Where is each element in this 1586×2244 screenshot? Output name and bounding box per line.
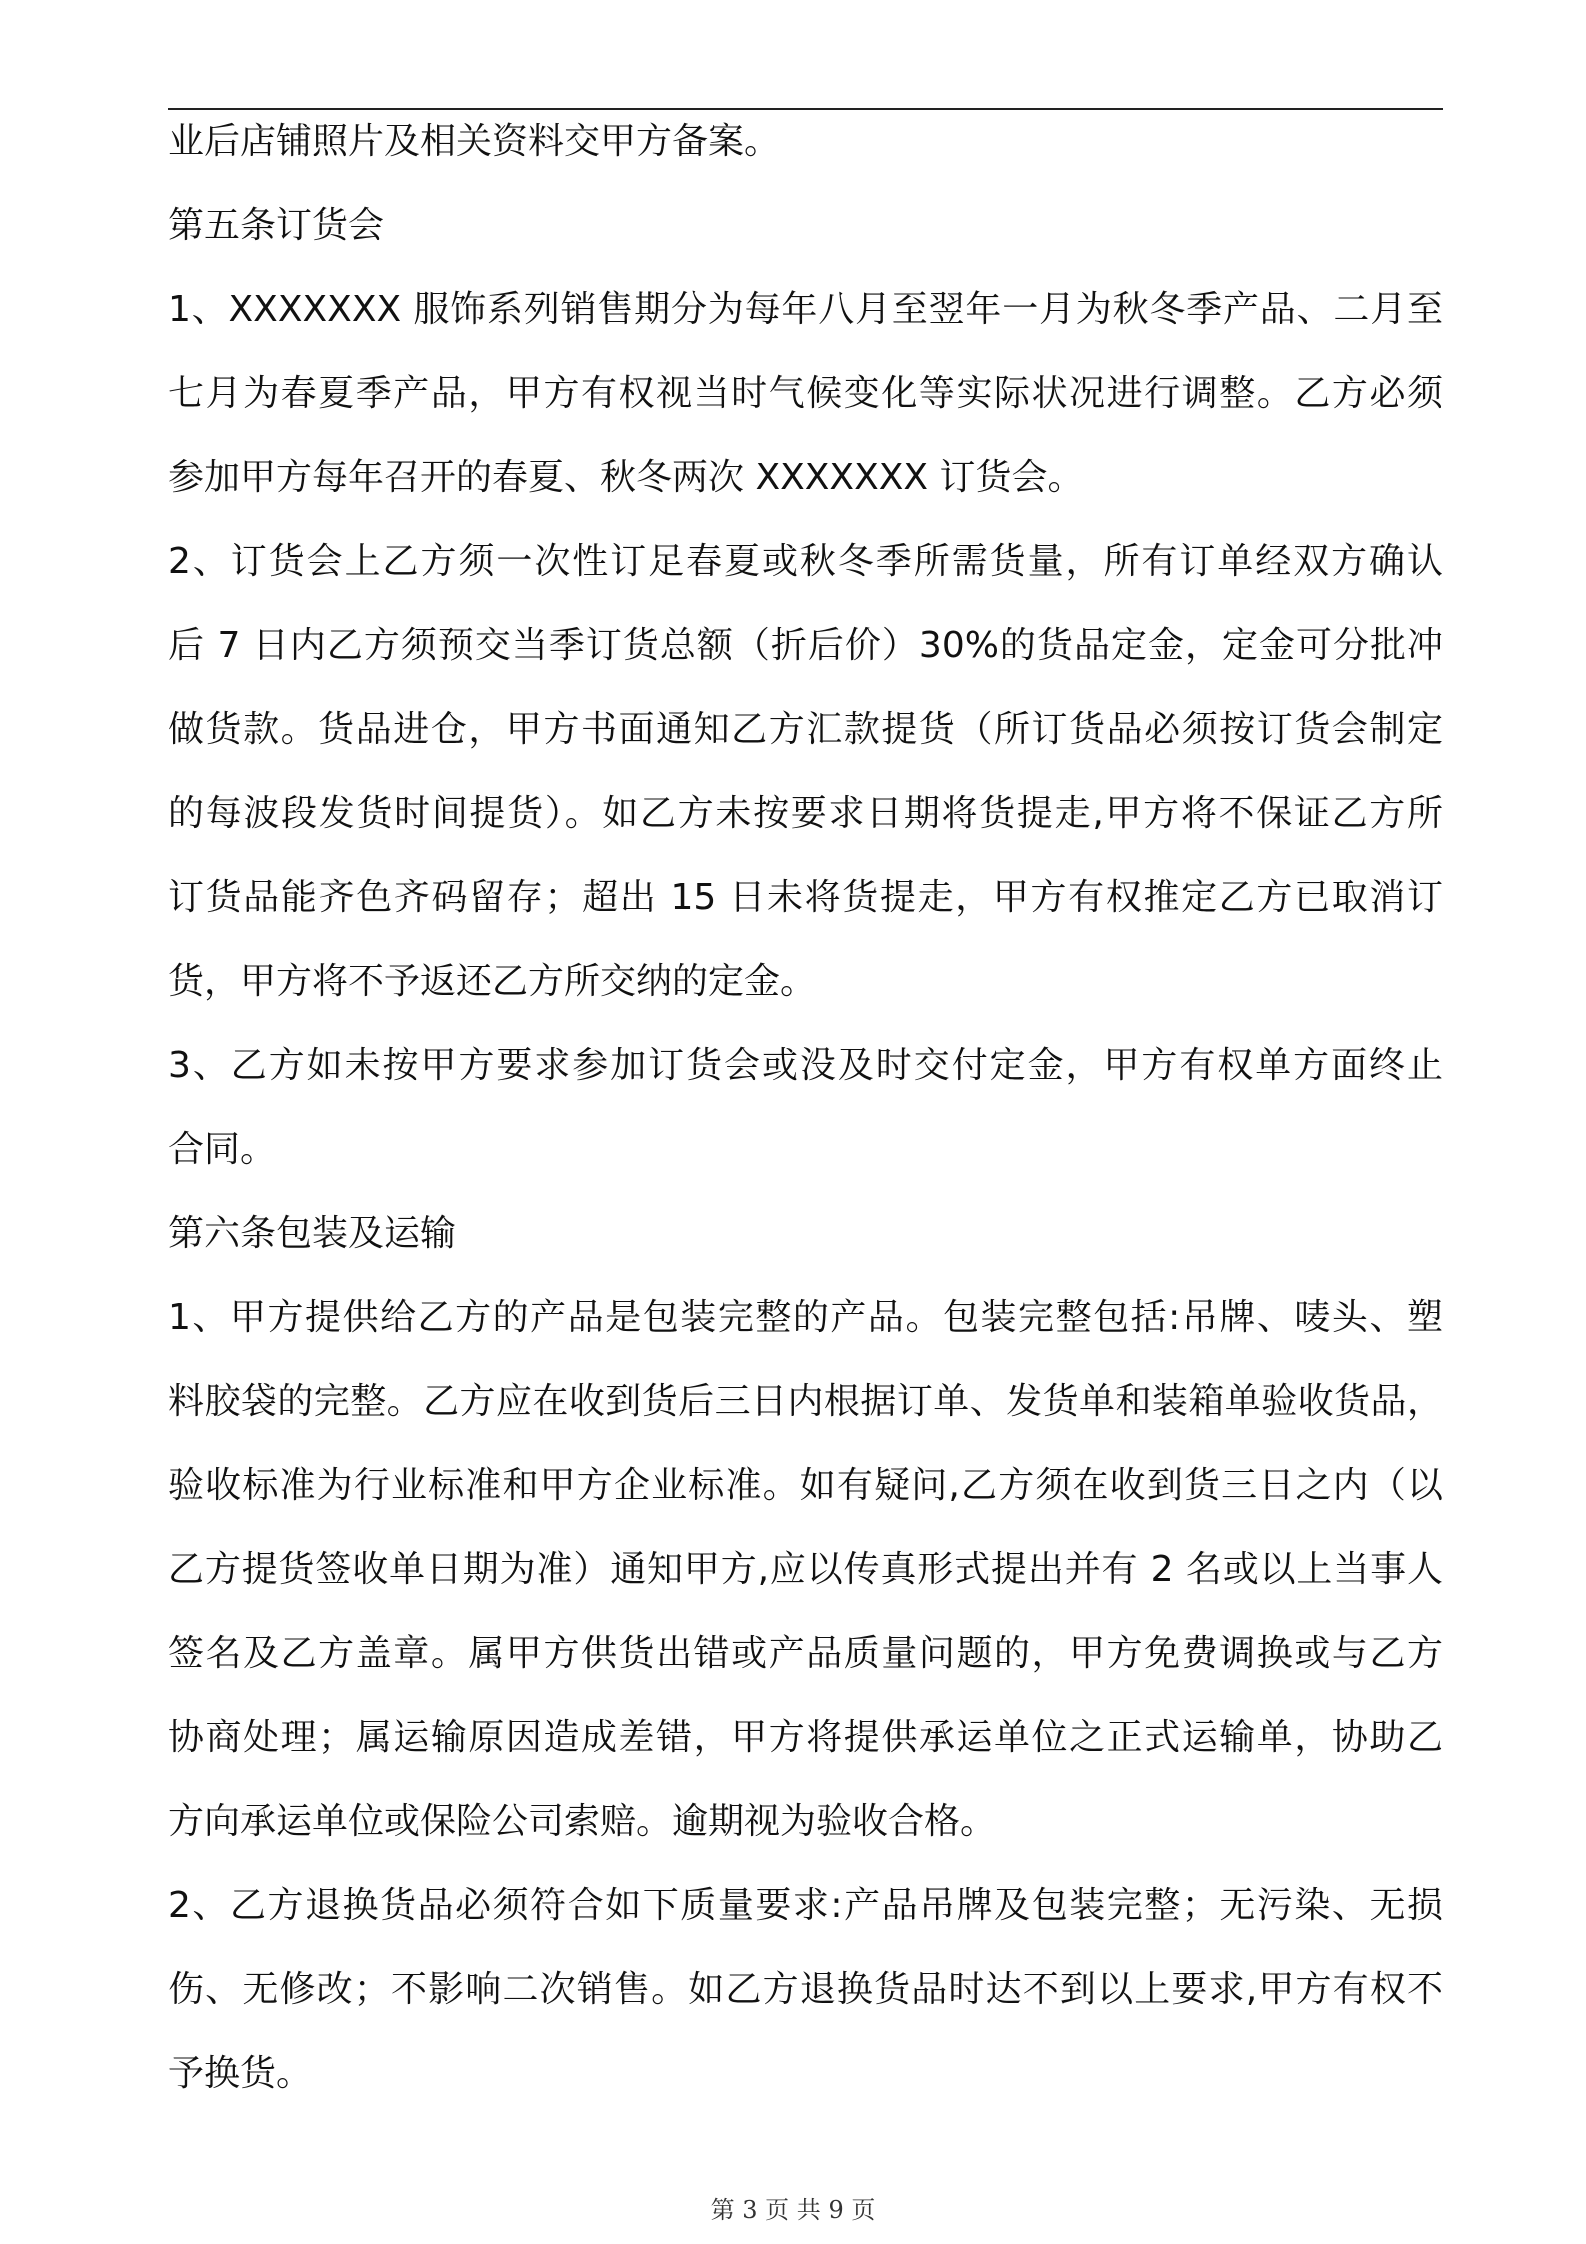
section-heading: 第五条订货会	[168, 205, 385, 246]
text-line: 协商处理；属运输原因造成差错，甲方将提供承运单位之正式运输单，协助乙	[168, 1717, 1443, 1758]
text-line: 签名及乙方盖章。属甲方供货出错或产品质量问题的，甲方免费调换或与乙方	[168, 1633, 1443, 1674]
text-line: 1、甲方提供给乙方的产品是包装完整的产品。包装完整包括:吊牌、唛头、塑	[168, 1297, 1443, 1338]
text-line: 验收标准为行业标准和甲方企业标准。如有疑问,乙方须在收到货三日之内（以	[168, 1465, 1443, 1506]
page-number-footer: 第 3 页 共 9 页	[710, 2196, 876, 2224]
text-line: 做货款。货品进仓，甲方书面通知乙方汇款提货（所订货品必须按订货会制定	[168, 709, 1443, 750]
text-line: 货，甲方将不予返还乙方所交纳的定金。	[168, 961, 817, 1002]
section-heading: 第六条包装及运输	[168, 1213, 457, 1254]
text-line: 1、XXXXXXX 服饰系列销售期分为每年八月至翌年一月为秋冬季产品、二月至	[168, 289, 1443, 330]
header-rule	[168, 108, 1443, 110]
text-line: 后 7 日内乙方须预交当季订货总额（折后价）30%的货品定金，定金可分批冲	[168, 625, 1443, 666]
text-line: 予换货。	[168, 2053, 313, 2094]
text-line: 业后店铺照片及相关资料交甲方备案。	[168, 121, 781, 162]
text-line: 3、乙方如未按甲方要求参加订货会或没及时交付定金，甲方有权单方面终止	[168, 1045, 1443, 1086]
text-line: 方向承运单位或保险公司索赔。逾期视为验收合格。	[168, 1801, 997, 1842]
text-line: 订货品能齐色齐码留存；超出 15 日未将货提走，甲方有权推定乙方已取消订	[168, 877, 1443, 918]
text-line: 料胶袋的完整。乙方应在收到货后三日内根据订单、发货单和装箱单验收货品，	[168, 1381, 1443, 1422]
text-line: 参加甲方每年召开的春夏、秋冬两次 XXXXXXX 订货会。	[168, 457, 1084, 498]
text-line: 伤、无修改；不影响二次销售。如乙方退换货品时达不到以上要求,甲方有权不	[168, 1969, 1443, 2010]
text-line: 乙方提货签收单日期为准）通知甲方,应以传真形式提出并有 2 名或以上当事人	[168, 1549, 1443, 1590]
text-line: 合同。	[168, 1129, 277, 1170]
text-line: 2、订货会上乙方须一次性订足春夏或秋冬季所需货量，所有订单经双方确认	[168, 541, 1443, 582]
text-line: 的每波段发货时间提货）。如乙方未按要求日期将货提走,甲方将不保证乙方所	[168, 793, 1443, 834]
text-line: 2、乙方退换货品必须符合如下质量要求:产品吊牌及包装完整；无污染、无损	[168, 1885, 1443, 1926]
text-line: 七月为春夏季产品，甲方有权视当时气候变化等实际状况进行调整。乙方必须	[168, 373, 1443, 414]
